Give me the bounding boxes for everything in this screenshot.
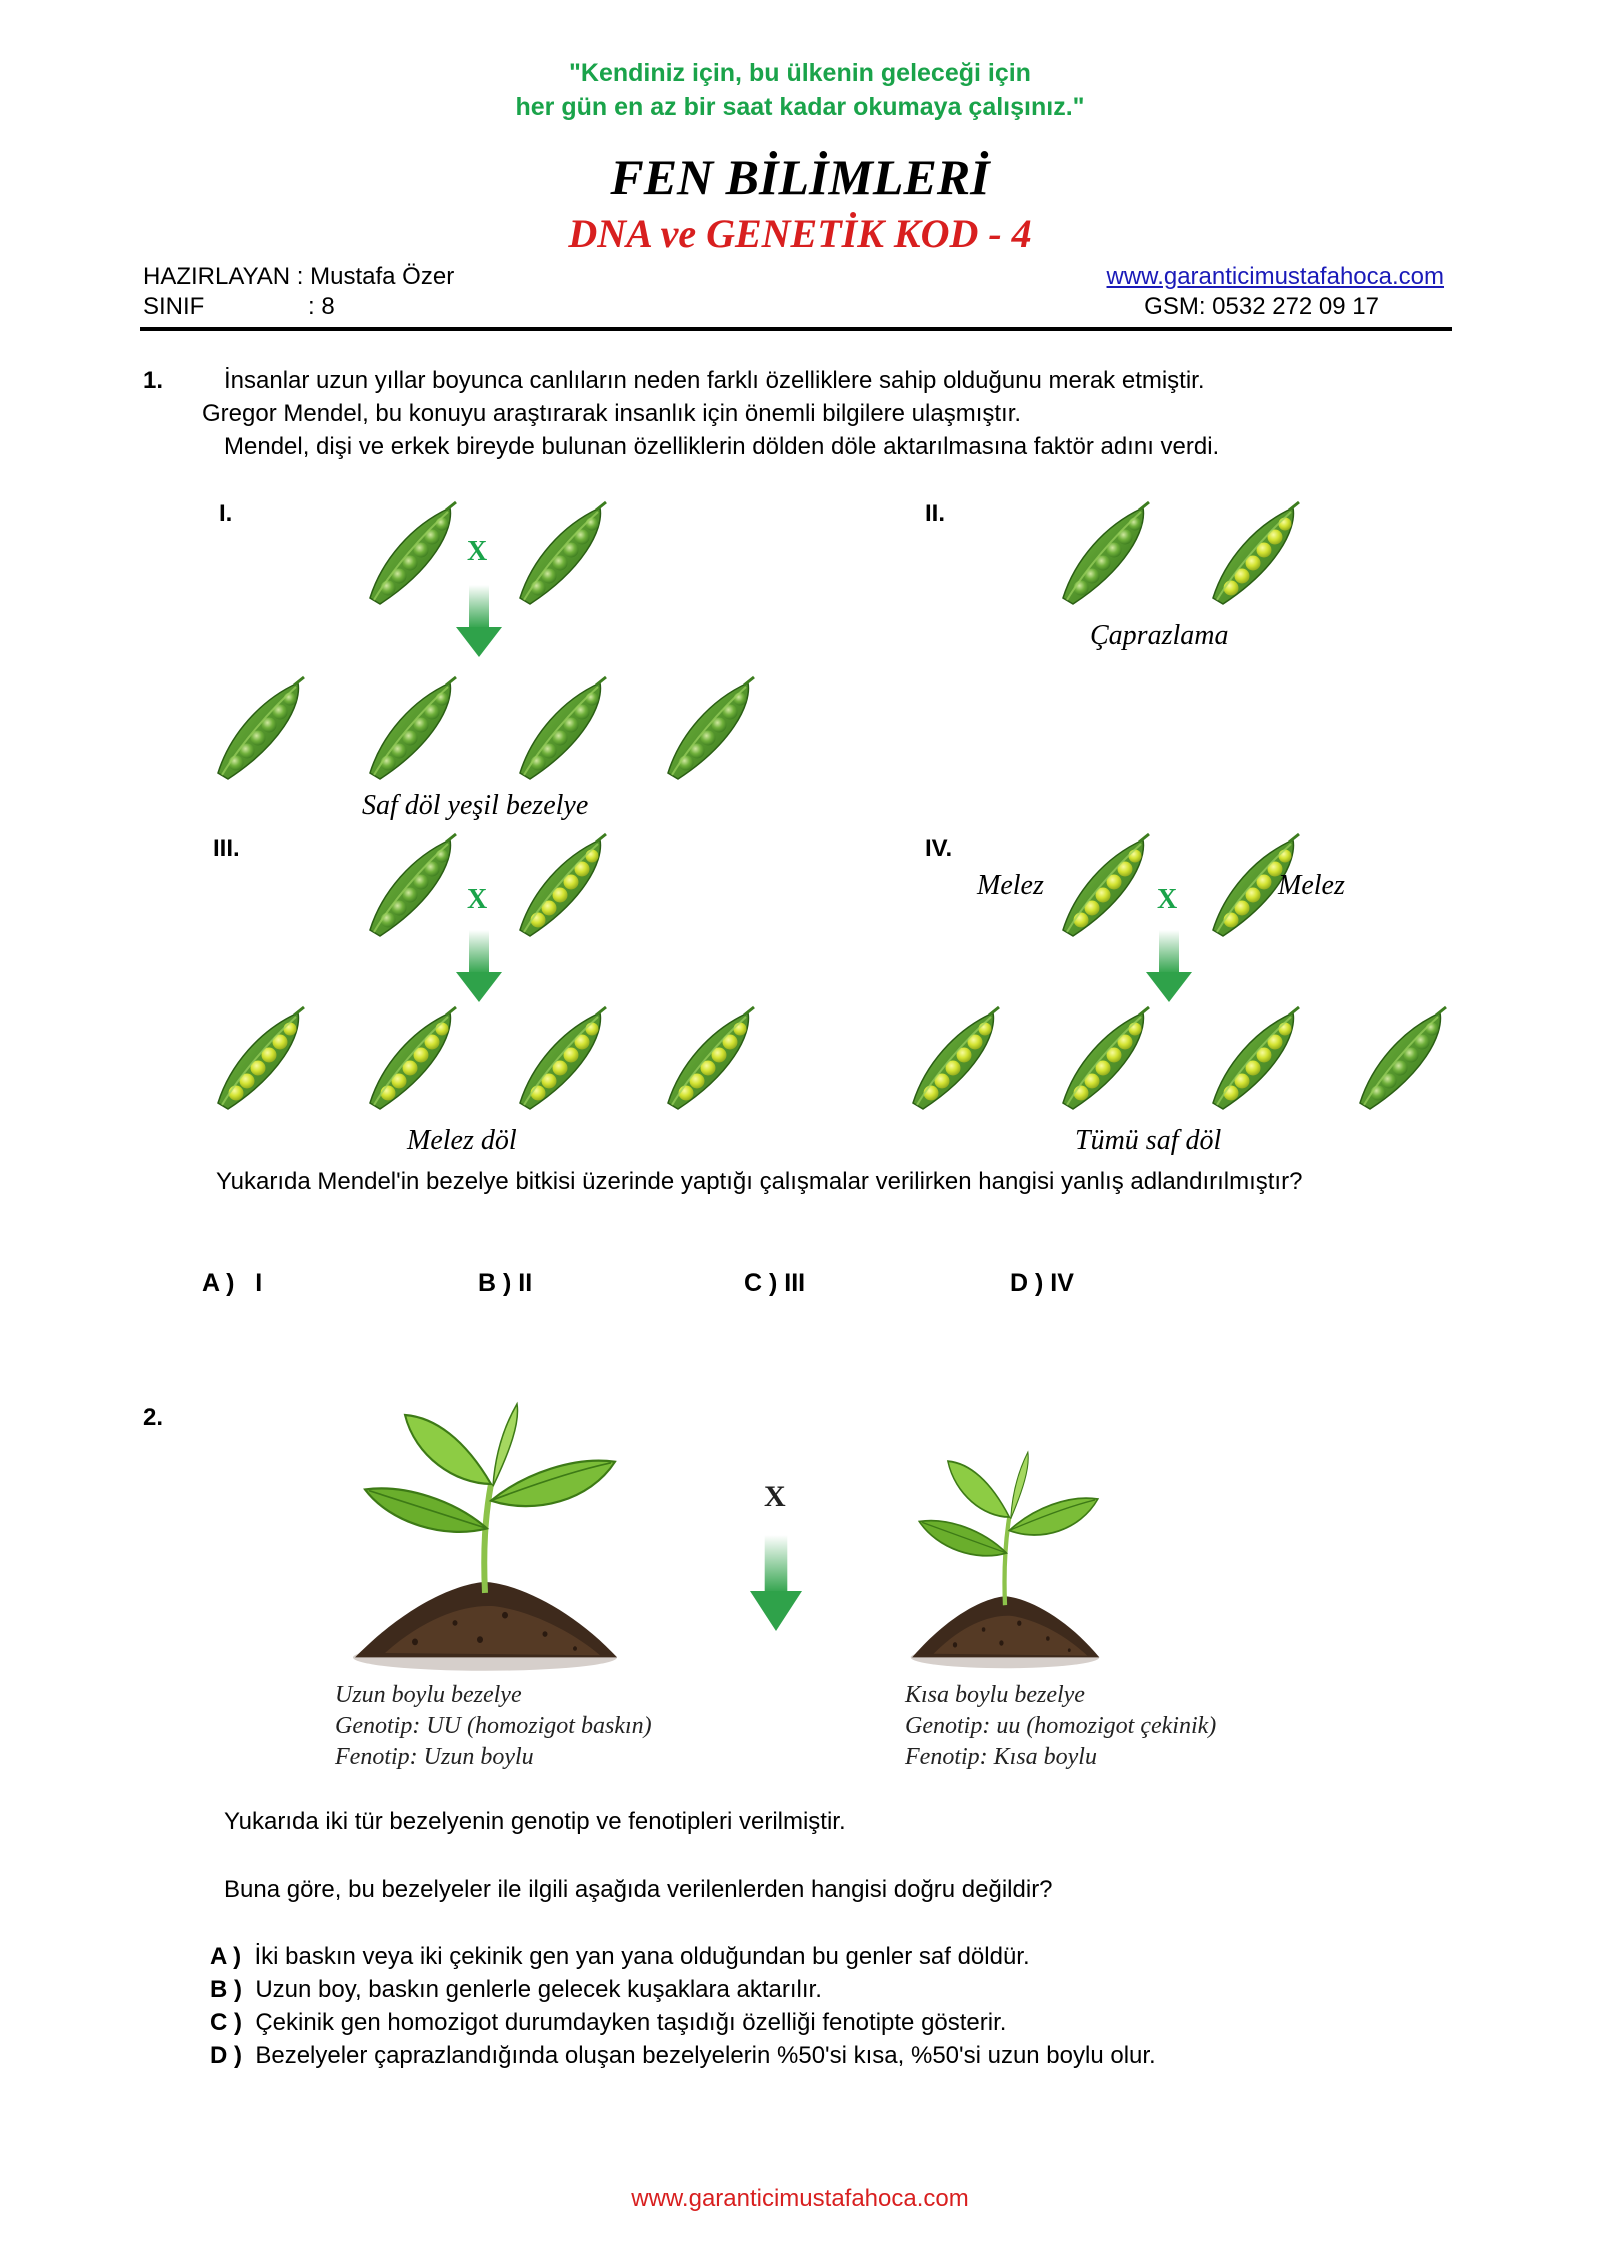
q1-intro-line-3: Mendel, dişi ve erkek bireyde bulunan özelliklerin dölden döle aktarılmasına faktör adını verdi.: [224, 433, 1220, 460]
yellow-pea-pod-icon: [1055, 832, 1155, 942]
panel-i-label: I.: [219, 500, 233, 527]
panel-iv-left-parent: Melez: [977, 870, 1044, 901]
q1-question: Yukarıda Mendel'in bezelye bitkisi üzerinde yaptığı çalışmalar verilirken hangisi yanlış adlandırılmıştır?: [216, 1168, 1303, 1195]
green-pea-pod-icon: [362, 500, 462, 610]
panel-iv-right-parent: Melez: [1278, 870, 1345, 901]
q2-option-c-key: C ): [210, 2009, 242, 2036]
yellow-pea-pod-icon: [660, 1005, 760, 1115]
motto-line-1: "Kendiniz için, bu ülkenin geleceği için: [569, 59, 1031, 87]
cross-x-mark: X: [467, 884, 488, 915]
q1-intro-line-2: Gregor Mendel, bu konuyu araştırarak insanlık için önemli bilgilere ulaşmıştır.: [202, 400, 1022, 427]
green-pea-pod-icon: [512, 500, 612, 610]
q2-option-c[interactable]: [210, 2006, 1006, 2040]
cross-x-mark: X: [764, 1480, 786, 1513]
down-arrow-icon: [750, 1535, 802, 1631]
q2-intro: Yukarıda iki tür bezelyenin genotip ve fenotipleri verilmiştir.: [224, 1808, 846, 1835]
cross-x-mark: X: [1157, 884, 1178, 915]
panel-ii-caption: Çaprazlama: [1090, 620, 1229, 651]
q1-option-d[interactable]: [1010, 1269, 1074, 1298]
tall-plant-phenotype: Fenotip: Uzun boylu: [335, 1744, 534, 1770]
q1-option-c[interactable]: [744, 1269, 805, 1298]
panel-ii-label: II.: [925, 500, 946, 527]
q2-option-d[interactable]: [210, 2039, 1156, 2073]
q1-option-d-text: IV: [1050, 1269, 1074, 1297]
yellow-pea-pod-icon: [210, 1005, 310, 1115]
q1-option-b[interactable]: [478, 1269, 532, 1298]
panel-i-caption: Saf döl yeşil bezelye: [362, 790, 589, 821]
q2-number: 2.: [143, 1404, 164, 1431]
down-arrow-icon: [456, 930, 502, 1002]
green-pea-pod-icon: [210, 675, 310, 785]
q1-option-c-key: C ): [744, 1269, 778, 1297]
q2-option-b[interactable]: [210, 1973, 822, 2007]
q2-option-b-text: Uzun boy, baskın genlerle gelecek kuşaklara aktarılır.: [255, 1976, 822, 2003]
yellow-pea-pod-icon: [1205, 500, 1305, 610]
q1-number: 1.: [143, 367, 164, 394]
short-plant-genotype: Genotip: uu (homozigot çekinik): [905, 1713, 1217, 1739]
panel-iv-caption: Tümü saf döl: [1075, 1125, 1222, 1156]
q1-option-c-text: III: [784, 1269, 806, 1297]
green-pea-pod-icon: [1352, 1005, 1452, 1115]
q1-option-b-key: B ): [478, 1269, 512, 1297]
tall-plant-genotype: Genotip: UU (homozigot baskın): [335, 1713, 652, 1739]
yellow-pea-pod-icon: [1205, 1005, 1305, 1115]
tall-pea-sprout-icon: [345, 1395, 625, 1673]
tall-plant-caption: [335, 1680, 652, 1773]
page-subtitle: DNA ve GENETİK KOD - 4: [568, 211, 1032, 256]
q1-option-a-text: I: [255, 1269, 263, 1297]
prepared-by: HAZIRLAYAN : Mustafa Özer: [143, 263, 455, 290]
q1-option-b-text: II: [518, 1269, 533, 1297]
short-plant-name: Kısa boylu bezelye: [905, 1682, 1085, 1708]
q1-option-a-key: A ): [202, 1269, 235, 1297]
green-pea-pod-icon: [1055, 500, 1155, 610]
q2-option-d-key: D ): [210, 2042, 242, 2069]
class-value: : 8: [308, 293, 335, 320]
panel-iii-caption: Melez döl: [407, 1125, 517, 1156]
short-pea-sprout-icon: [905, 1445, 1105, 1670]
down-arrow-icon: [1146, 930, 1192, 1002]
cross-x-mark: X: [467, 536, 488, 567]
q2-option-a-key: A ): [210, 1943, 242, 1970]
q2-option-b-key: B ): [210, 1976, 242, 2003]
tall-plant-name: Uzun boylu bezelye: [335, 1682, 522, 1708]
yellow-pea-pod-icon: [512, 832, 612, 942]
down-arrow-icon: [456, 585, 502, 657]
q2-option-a-text: İki baskın veya iki çekinik gen yan yana olduğundan bu genler saf döldür.: [254, 1943, 1030, 1970]
yellow-pea-pod-icon: [1055, 1005, 1155, 1115]
page-title: FEN BİLİMLERİ: [610, 149, 990, 205]
q1-option-d-key: D ): [1010, 1269, 1044, 1297]
yellow-pea-pod-icon: [512, 1005, 612, 1115]
green-pea-pod-icon: [660, 675, 760, 785]
header-divider: [140, 327, 1452, 331]
q2-option-d-text: Bezelyeler çaprazlandığında oluşan bezelyelerin %50'si kısa, %50'si uzun boylu olur.: [255, 2042, 1156, 2069]
green-pea-pod-icon: [362, 832, 462, 942]
q2-question: Buna göre, bu bezelyeler ile ilgili aşağıda verilenlerden hangisi doğru değildir?: [224, 1876, 1053, 1903]
q2-option-c-text: Çekinik gen homozigot durumdayken taşıdığı özelliği fenotipte gösterir.: [255, 2009, 1007, 2036]
short-plant-caption: [905, 1680, 1216, 1773]
panel-iii-label: III.: [213, 835, 240, 862]
q2-option-a[interactable]: [210, 1940, 1030, 1974]
footer-website-link[interactable]: www.garanticimustafahoca.com: [631, 2185, 969, 2212]
yellow-pea-pod-icon: [362, 1005, 462, 1115]
yellow-pea-pod-icon: [905, 1005, 1005, 1115]
short-plant-phenotype: Fenotip: Kısa boylu: [905, 1744, 1097, 1770]
motto-line-2: her gün en az bir saat kadar okumaya çalışınız.": [515, 93, 1085, 121]
q1-option-a[interactable]: [202, 1269, 262, 1298]
panel-iv-label: IV.: [925, 835, 953, 862]
header-website-link[interactable]: www.garanticimustafahoca.com: [1106, 263, 1444, 290]
q1-intro-line-1: İnsanlar uzun yıllar boyunca canlıların neden farklı özelliklere sahip olduğunu merak etmiştir.: [224, 367, 1205, 394]
green-pea-pod-icon: [362, 675, 462, 785]
gsm-number: GSM: 0532 272 09 17: [1144, 293, 1379, 320]
green-pea-pod-icon: [512, 675, 612, 785]
class-label: SINIF: [143, 293, 205, 320]
